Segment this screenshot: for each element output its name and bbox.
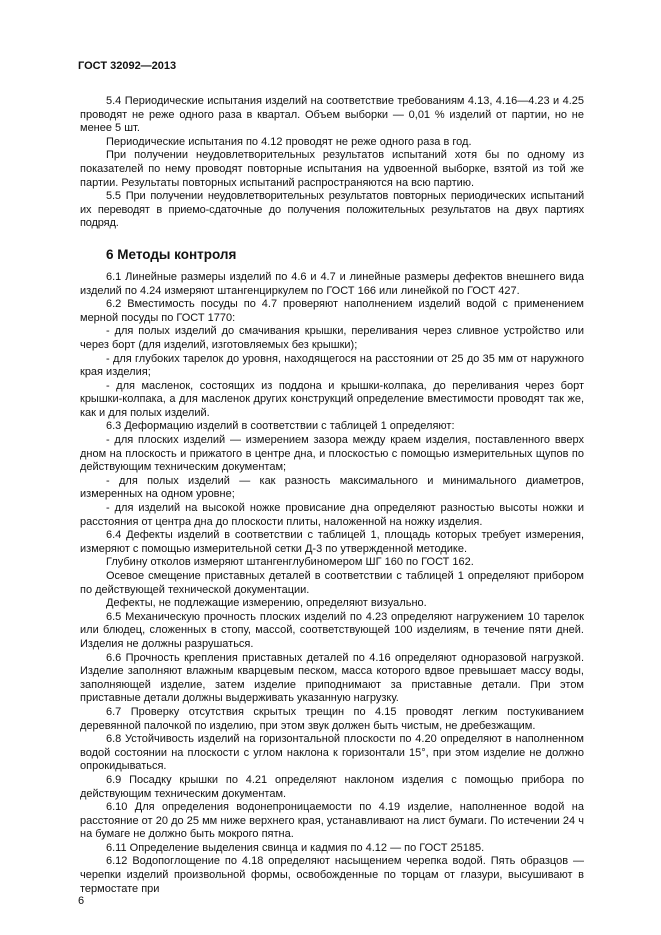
paragraph: 6.4 Дефекты изделий в соответствии с таблицей 1, площадь которых требует измерения, измеряют с помощью измерительной сетки Д-3 по утвержденной методике. xyxy=(80,529,584,555)
page-number: 6 xyxy=(78,895,85,907)
list-item: - для изделий на высокой ножке провисание дна определяют разностью высоты ножки и расстояния от центра дна до плоскости плиты, наложенной на ножку изделия. xyxy=(80,502,584,528)
paragraph: При получении неудовлетворительных результатов испытаний хотя бы по одному из показателей по нему проводят повторные испытания на удвоенной выборке, взятой из той же партии. Результаты повторных испытаний распространяются на всю партию. xyxy=(80,149,584,189)
paragraph: 5.4 Периодические испытания изделий на соответствие требованиям 4.13, 4.16—4.23 и 4.25 проводят не реже одного раза в квартал. Объем выборки — 0,01 % изделий от партии, но не менее 5 шт. xyxy=(80,95,584,135)
paragraph: 6.5 Механическую прочность плоских изделий по 4.23 определяют нагружением 10 тарелок или блюдец, сложенных в стопу, массой, соответствующей 100 изделиям, в течение пяти дней. Изделия не должны разрушаться. xyxy=(80,610,584,650)
paragraph: Периодические испытания по 4.12 проводят не реже одного раза в год. xyxy=(106,135,472,148)
section-title: 6 Методы контроля xyxy=(106,246,237,262)
paragraph: 6.10 Для определения водонепроницаемости по 4.19 изделие, наполненное водой на расстояние от 20 до 25 мм ниже верхнего края, устанавливают на лист бумаги. По истечении 24 ч на бумаге не должно быть мокрого пятна. xyxy=(80,801,584,841)
paragraph: 6.9 Посадку крышки по 4.21 определяют наклоном изделия с помощью прибора по действующим техническим документам. xyxy=(80,773,584,800)
paragraph: Дефекты, не подлежащие измерению, определяют визуально. xyxy=(106,597,427,610)
document-body xyxy=(80,95,584,896)
document-header: ГОСТ 32092—2013 xyxy=(78,60,177,72)
list-item: - для плоских изделий — измерением зазора между краем изделия, поставленного вверх дном на плоскость и прижатого в центре дна, и плоскостью с помощью измерительных щупов по действующим техническим документам; xyxy=(80,434,584,474)
paragraph: 6.7 Проверку отсутствия скрытых трещин по 4.15 проводят легким постукиванием деревянной палочкой по изделию, при этом звук должен быть чистым, не дребезжащим. xyxy=(80,705,584,732)
paragraph: 6.3 Деформацию изделий в соответствии с таблицей 1 определяют: xyxy=(106,420,455,433)
paragraph: 6.6 Прочность крепления приставных деталей по 4.16 определяют одноразовой нагрузкой. Изделие заполняют влажным кварцевым песком, масса которого вдвое превышает массу воды, заполняющей изделие, затем изделие приподнимают за приставные детали. При этом приставные детали должны выдерживать указанную нагрузку. xyxy=(80,651,584,705)
paragraph: 6.8 Устойчивость изделий на горизонтальной плоскости по 4.20 определяют в наполненном водой состоянии на плоскости с углом наклона к горизонтали 15°, при этом изделие не должно опрокидываться. xyxy=(80,733,584,773)
paragraph: 6.11 Определение выделения свинца и кадмия по 4.12 — по ГОСТ 25185. xyxy=(106,841,485,854)
list-item: - для полых изделий — как разность максимального и минимального диаметров, измеренных на одном уровне; xyxy=(80,474,584,501)
paragraph: 6.1 Линейные размеры изделий по 4.6 и 4.7 и линейные размеры дефектов внешнего вида изделий по 4.24 измеряют штангенциркулем по ГОСТ 166 или линейкой по ГОСТ 427. xyxy=(80,270,584,297)
list-item: - для полых изделий до смачивания крышки, переливания через сливное устройство или через борт (для изделий, изготовляемых без крышки); xyxy=(80,325,584,351)
paragraph: 5.5 При получении неудовлетворительных результатов повторных периодических испытаний их переводят в приемо-сдаточные до получения положительных результатов на двух партиях подряд. xyxy=(80,190,584,230)
paragraph: Глубину отколов измеряют штангенглубиномером ШГ 160 по ГОСТ 162. xyxy=(106,556,474,569)
paragraph: 6.2 Вместимость посуды по 4.7 проверяют наполнением изделий водой с применением мерной посуды по ГОСТ 1770: xyxy=(80,298,584,324)
list-item: - для глубоких тарелок до уровня, находящегося на расстоянии от 25 до 35 мм от наружного края изделия; xyxy=(80,352,584,379)
paragraph: 6.12 Водопоглощение по 4.18 определяют насыщением черепка водой. Пять образцов — черепки изделий произвольной формы, освобожденные по торцам от глазури, высушивают в термостате при xyxy=(80,855,584,895)
paragraph: Осевое смещение приставных деталей в соответствии с таблицей 1 определяют прибором по действующей технической документации. xyxy=(80,570,584,596)
list-item: - для масленок, состоящих из поддона и крышки-колпака, до переливания через борт крышки-колпака, а для масленок других конструкций определение вместимости проводят так же, как и для полых изделий. xyxy=(80,379,584,419)
